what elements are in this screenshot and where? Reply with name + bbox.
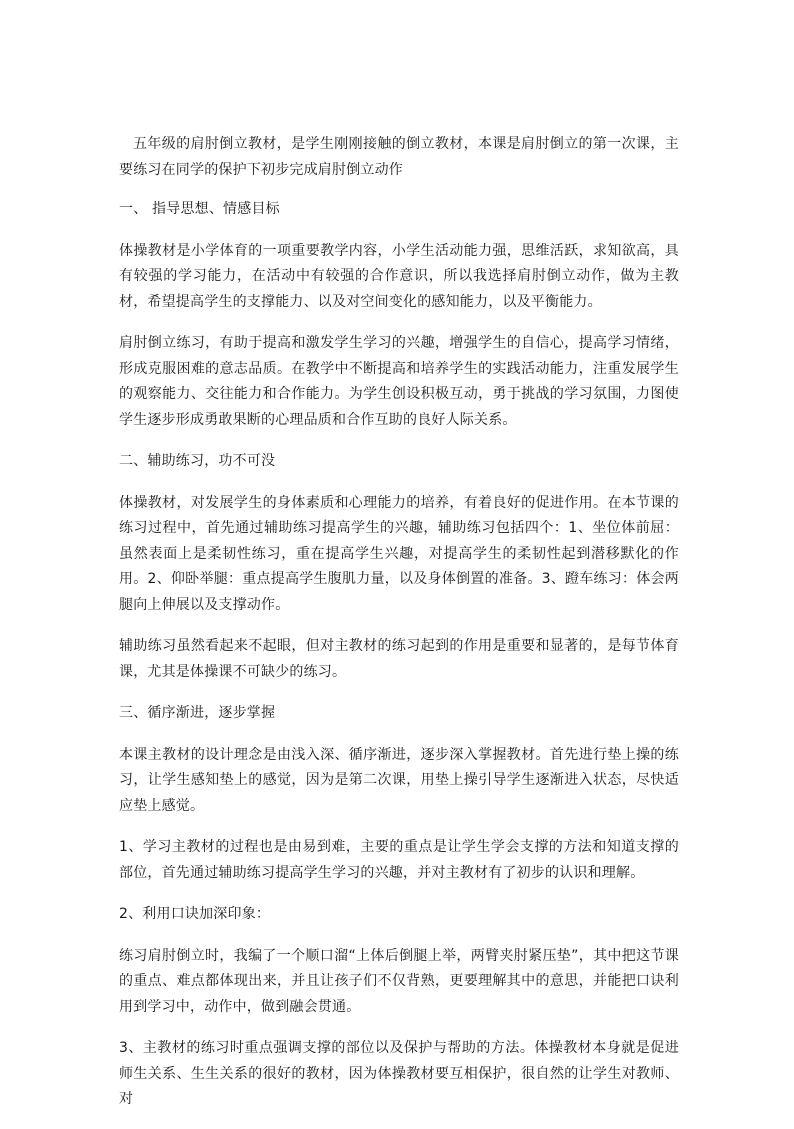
section-3-paragraph-2: 1、学习主教材的过程也是由易到难，主要的重点是让学生学会支撑的方法和知道支撑的部位，首先通过辅助练习提高学生学习的兴趣，并对主教材有了初步的认识和理解。 <box>119 839 679 881</box>
section-3-heading: 三、循序渐进，逐步掌握 <box>119 705 276 721</box>
section-3-paragraph-1: 本课主教材的设计理念是由浅入深、循序渐进，逐步深入掌握教材。首先进行垫上操的练习，让学生感知垫上的感觉，因为是第二次课，用垫上操引导学生逐渐进入状态，尽快适应垫上感觉。 <box>119 746 679 814</box>
section-3-paragraph-5: 3、主教材的练习时重点强调支撑的部位以及保护与帮助的方法。体操教材本身就是促进师生关系、生生关系的很好的教材，因为体操教材要互相保护，很自然的让学生对教师、对 <box>119 1040 679 1107</box>
section-3-paragraph-3: 2、利用口诀加深印象： <box>119 906 271 922</box>
section-2-heading: 二、辅助练习，功不可没 <box>119 453 276 469</box>
intro-paragraph: 五年级的肩肘倒立教材，是学生刚刚接触的倒立教材，本课是肩肘倒立的第一次课，主要练习在同学的保护下初步完成肩肘倒立动作 <box>119 136 679 178</box>
section-1-paragraph-2: 肩肘倒立练习，有助于提高和激发学生学习的兴趣，增强学生的自信心，提高学习情绪，形成克服困难的意志品质。在教学中不断提高和培养学生的实践活动能力，注重发展学生的观察能力、交往能力和合作能力。为学生创设积极互动，勇于挑战的学习氛围，力图使学生逐步形成勇敢果断的心理品质和合作互助的良好人际关系。 <box>119 335 679 428</box>
section-1-paragraph-1: 体操教材是小学体育的一项重要教学内容，小学生活动能力强，思维活跃，求知欲高，具有较强的学习能力，在活动中有较强的合作意识，所以我选择肩肘倒立动作，做为主教材，希望提高学生的支撑能力、以及对空间变化的感知能力，以及平衡能力。 <box>119 242 679 310</box>
section-2-paragraph-1: 体操教材，对发展学生的身体素质和心理能力的培养，有着良好的促进作用。在本节课的练习过程中，首先通过辅助练习提高学生的兴趣，辅助练习包括四个：1、坐位体前屈：虽然表面上是柔韧性练习，重在提高学生兴趣，对提高学生的柔韧性起到潜移默化的作用。2、仰卧举腿：重点提高学生腹肌力量，以及身体倒置的准备。3、蹬车练习：体会两腿向上伸展以及支撑动作。 <box>119 494 679 613</box>
document-page <box>119 132 679 1129</box>
section-2-paragraph-2: 辅助练习虽然看起来不起眼，但对主教材的练习起到的作用是重要和显著的，是每节体育课，尤其是体操课不可缺少的练习。 <box>119 638 679 680</box>
section-3-paragraph-4: 练习肩肘倒立时，我编了一个顺口溜“上体后倒腿上举，两臂夹肘紧压垫”，其中把这节课的重点、难点都体现出来，并且让孩子们不仅背熟，更要理解其中的意思，并能把口诀利用到学习中，动作中，做到融会贯通。 <box>119 947 679 1015</box>
section-1-heading: 一、 指导思想、情感目标 <box>119 201 280 217</box>
